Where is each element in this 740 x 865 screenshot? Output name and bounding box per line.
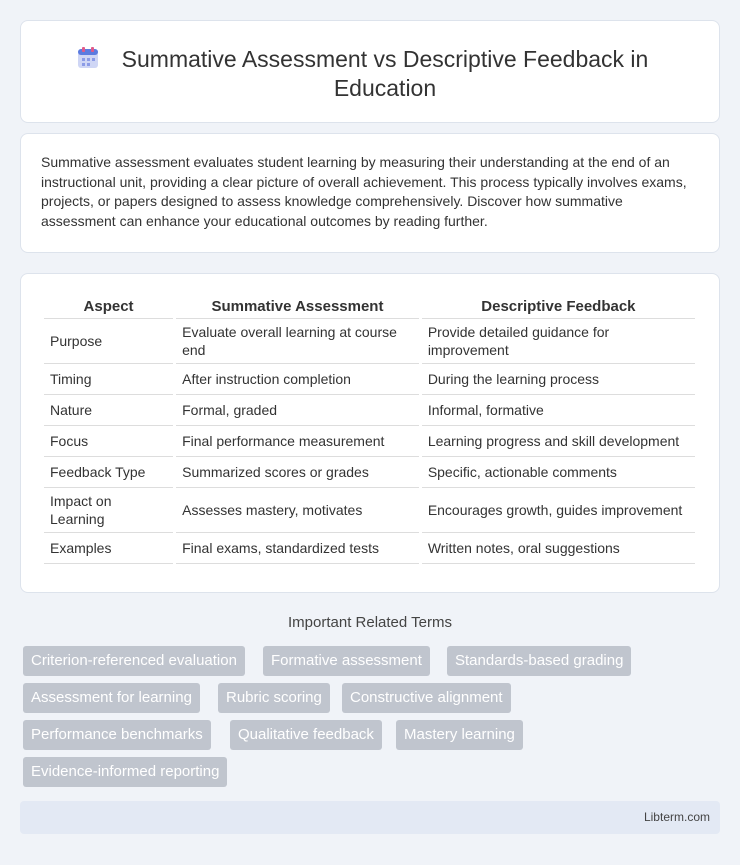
comparison-table	[41, 295, 698, 564]
related-term-tag[interactable]: Mastery learning	[396, 720, 523, 750]
table-row	[44, 426, 695, 457]
related-term-tag[interactable]: Qualitative feedback	[230, 720, 382, 750]
table-row	[44, 457, 695, 488]
related-term-tag[interactable]: Evidence-informed reporting	[23, 757, 227, 787]
related-term-tag[interactable]: Standards-based grading	[447, 646, 631, 676]
cell-descriptive: Informal, formative	[422, 395, 695, 426]
table-row	[44, 395, 695, 426]
related-term-tag[interactable]: Formative assessment	[263, 646, 430, 676]
related-term-tag[interactable]: Constructive alignment	[342, 683, 511, 713]
intro-paragraph: Summative assessment evaluates student learning by measuring their understanding at the end of an instructional unit, providing a clear picture of overall achievement. This process typically involves exams, projects, or papers designed to assess knowledge comprehensively. Discover how summative assessment can enhance your educational outcomes by reading further.	[41, 154, 687, 229]
table-header-row	[44, 295, 695, 319]
header-descriptive: Descriptive Feedback	[422, 295, 695, 319]
related-terms-title: Important Related Terms	[288, 614, 452, 631]
related-term-tag[interactable]: Performance benchmarks	[23, 720, 211, 750]
related-term-tag[interactable]: Assessment for learning	[23, 683, 200, 713]
cell-summative: Final performance measurement	[176, 426, 419, 457]
table-row	[44, 488, 695, 533]
cell-aspect: Examples	[44, 533, 173, 564]
cell-aspect: Impact on Learning	[44, 488, 173, 533]
cell-summative: Formal, graded	[176, 395, 419, 426]
cell-descriptive: Written notes, oral suggestions	[422, 533, 695, 564]
cell-aspect: Nature	[44, 395, 173, 426]
cell-aspect: Timing	[44, 364, 173, 395]
cell-descriptive: Encourages growth, guides improvement	[422, 488, 695, 533]
cell-aspect: Focus	[44, 426, 173, 457]
page-title: Summative Assessment vs Descriptive Feedback in Education	[121, 46, 649, 101]
cell-summative: Assesses mastery, motivates	[176, 488, 419, 533]
related-term-tag[interactable]: Criterion-referenced evaluation	[23, 646, 245, 676]
cell-summative: After instruction completion	[176, 364, 419, 395]
intro-card	[20, 133, 720, 253]
cell-descriptive: Learning progress and skill development	[422, 426, 695, 457]
footer-site-link[interactable]: Libterm.com	[643, 810, 710, 824]
title-card	[20, 20, 720, 123]
table-row	[44, 364, 695, 395]
cell-descriptive: During the learning process	[422, 364, 695, 395]
cell-descriptive: Specific, actionable comments	[422, 457, 695, 488]
comparison-table-card	[20, 273, 720, 593]
footer	[20, 801, 720, 834]
header-aspect: Aspect	[44, 295, 173, 319]
cell-aspect: Feedback Type	[44, 457, 173, 488]
cell-descriptive: Provide detailed guidance for improvement	[422, 319, 695, 364]
cell-aspect: Purpose	[44, 319, 173, 364]
cell-summative: Evaluate overall learning at course end	[176, 319, 419, 364]
table-row	[44, 319, 695, 364]
related-term-tag[interactable]: Rubric scoring	[218, 683, 330, 713]
cell-summative: Summarized scores or grades	[176, 457, 419, 488]
table-row	[44, 533, 695, 564]
cell-summative: Final exams, standardized tests	[176, 533, 419, 564]
header-summative: Summative Assessment	[176, 295, 419, 319]
